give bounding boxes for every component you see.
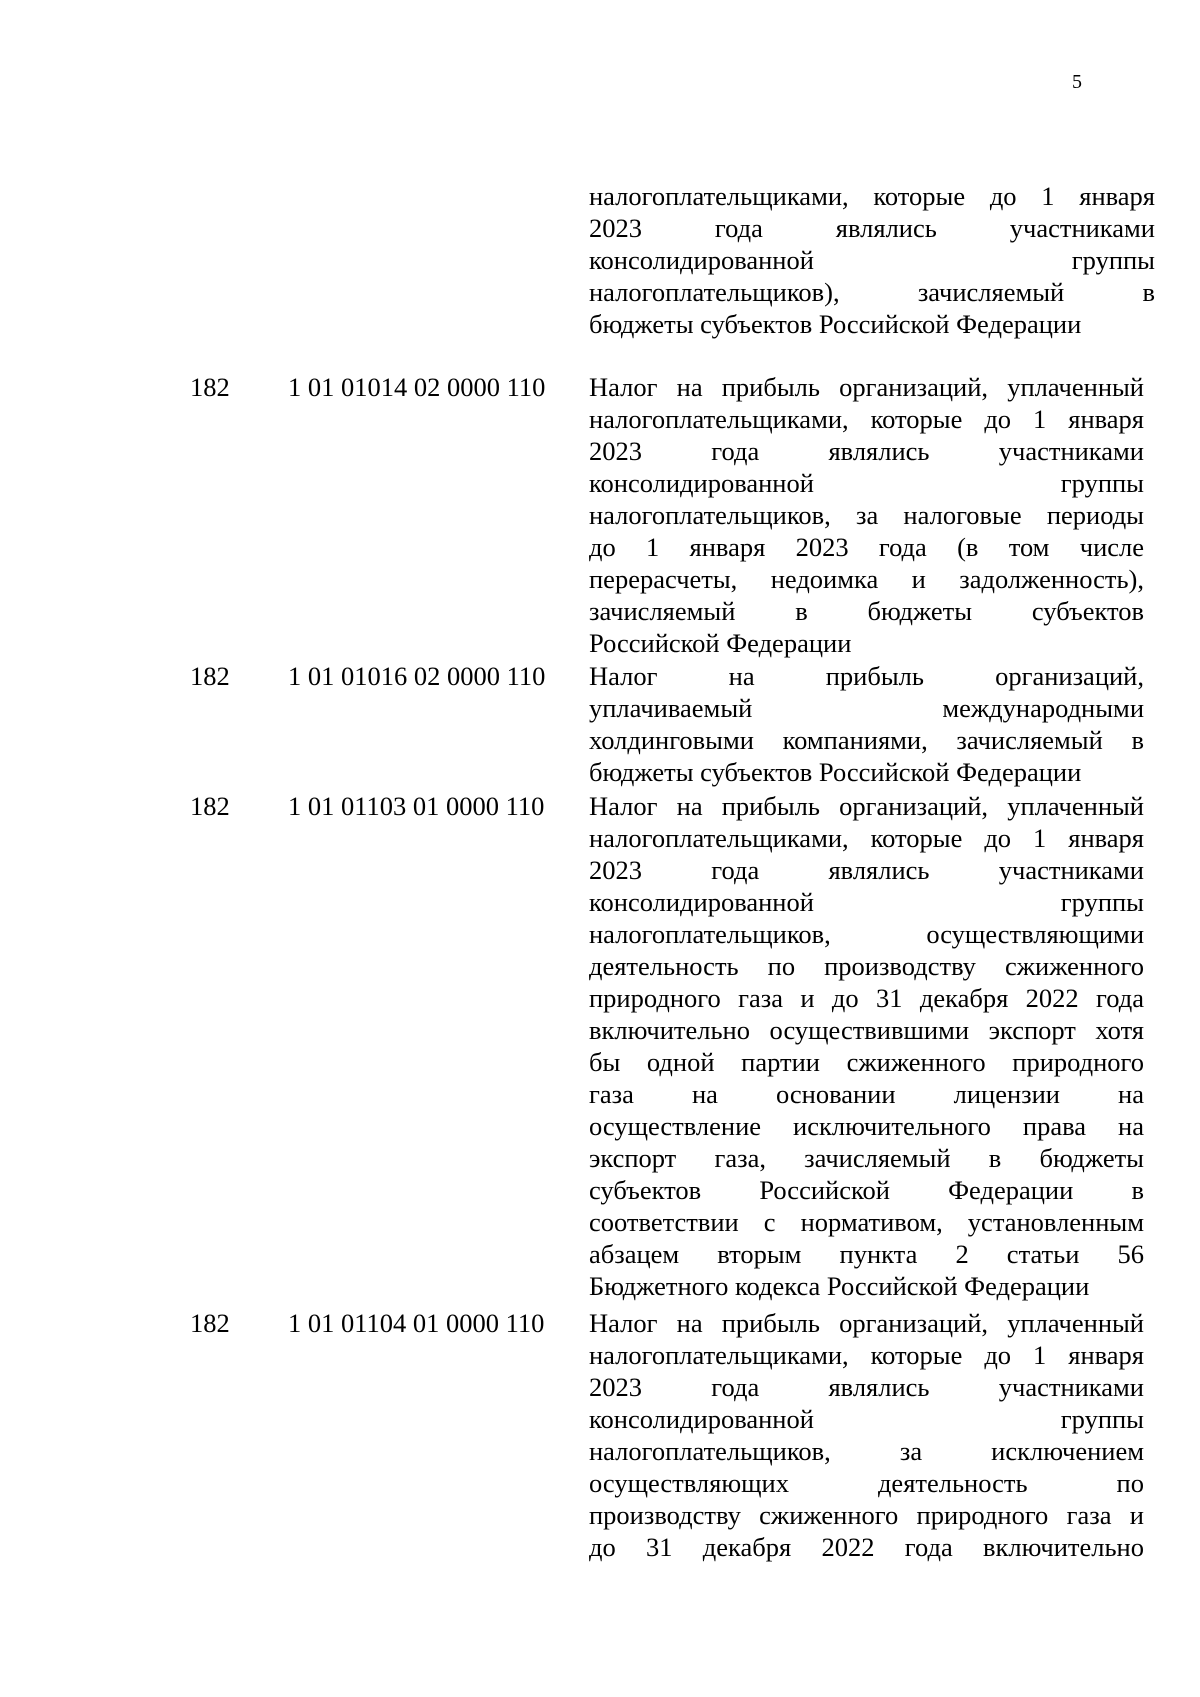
description-line: налогоплательщиками, которые до 1 января [589, 404, 1144, 434]
description-line: налогоплательщиками, которые до 1 января [589, 823, 1144, 853]
description-line: налогоплательщиков), зачисляемый в [589, 277, 1155, 307]
description-line: газа на основании лицензии на [589, 1079, 1144, 1109]
description-line: налогоплательщиков, за налоговые периоды [589, 500, 1144, 530]
description-line: консолидированной группы [589, 887, 1144, 917]
description-line: налогоплательщиками, которые до 1 января [589, 181, 1155, 211]
description-line: бюджеты субъектов Российской Федерации [589, 309, 1082, 339]
description-line: консолидированной группы [589, 245, 1155, 275]
page-number: 5 [1072, 71, 1082, 93]
description-line: налогоплательщиков, за исключением [589, 1436, 1144, 1466]
description-line: налогоплательщиками, которые до 1 января [589, 1340, 1144, 1370]
description-line: уплачиваемый международными [589, 693, 1144, 723]
admin-code: 182 [190, 372, 230, 402]
budget-classification-code: 1 01 01104 01 0000 110 [288, 1308, 545, 1338]
description-line: 2023 года являлись участниками [589, 855, 1144, 885]
description-line: включительно осуществившими экспорт хотя [589, 1015, 1144, 1045]
description-line: Налог на прибыль организаций, [589, 661, 1144, 691]
budget-classification-code: 1 01 01103 01 0000 110 [288, 791, 545, 821]
description-line: 2023 года являлись участниками [589, 213, 1155, 243]
budget-classification-code: 1 01 01014 02 0000 110 [288, 372, 546, 402]
budget-classification-code: 1 01 01016 02 0000 110 [288, 661, 546, 691]
description-line: Российской Федерации [589, 628, 852, 658]
description-line: до 1 января 2023 года (в том числе [589, 532, 1144, 562]
description-line: Бюджетного кодекса Российской Федерации [589, 1271, 1090, 1301]
description-line: до 31 декабря 2022 года включительно [589, 1532, 1144, 1562]
description-line: бы одной партии сжиженного природного [589, 1047, 1144, 1077]
description-line: Налог на прибыль организаций, уплаченный [589, 1308, 1144, 1338]
description-line: перерасчеты, недоимка и задолженность), [589, 564, 1144, 594]
description-line: 2023 года являлись участниками [589, 1372, 1144, 1402]
description-line: соответствии с нормативом, установленным [589, 1207, 1144, 1237]
description-line: налогоплательщиков, осуществляющими [589, 919, 1144, 949]
description-line: зачисляемый в бюджеты субъектов [589, 596, 1144, 626]
description-line: природного газа и до 31 декабря 2022 года [589, 983, 1144, 1013]
description-line: осуществляющих деятельность по [589, 1468, 1144, 1498]
description-line: Налог на прибыль организаций, уплаченный [589, 791, 1144, 821]
admin-code: 182 [190, 661, 230, 691]
description-line: Налог на прибыль организаций, уплаченный [589, 372, 1144, 402]
description-line: холдинговыми компаниями, зачисляемый в [589, 725, 1144, 755]
description-line: 2023 года являлись участниками [589, 436, 1144, 466]
description-line: бюджеты субъектов Российской Федерации [589, 757, 1082, 787]
admin-code: 182 [190, 791, 230, 821]
description-line: деятельность по производству сжиженного [589, 951, 1144, 981]
description-line: абзацем вторым пункта 2 статьи 56 [589, 1239, 1144, 1269]
description-line: производству сжиженного природного газа и [589, 1500, 1144, 1530]
description-line: экспорт газа, зачисляемый в бюджеты [589, 1143, 1144, 1173]
description-line: консолидированной группы [589, 468, 1144, 498]
description-line: осуществление исключительного права на [589, 1111, 1144, 1141]
description-line: консолидированной группы [589, 1404, 1144, 1434]
description-line: субъектов Российской Федерации в [589, 1175, 1144, 1205]
admin-code: 182 [190, 1308, 230, 1338]
